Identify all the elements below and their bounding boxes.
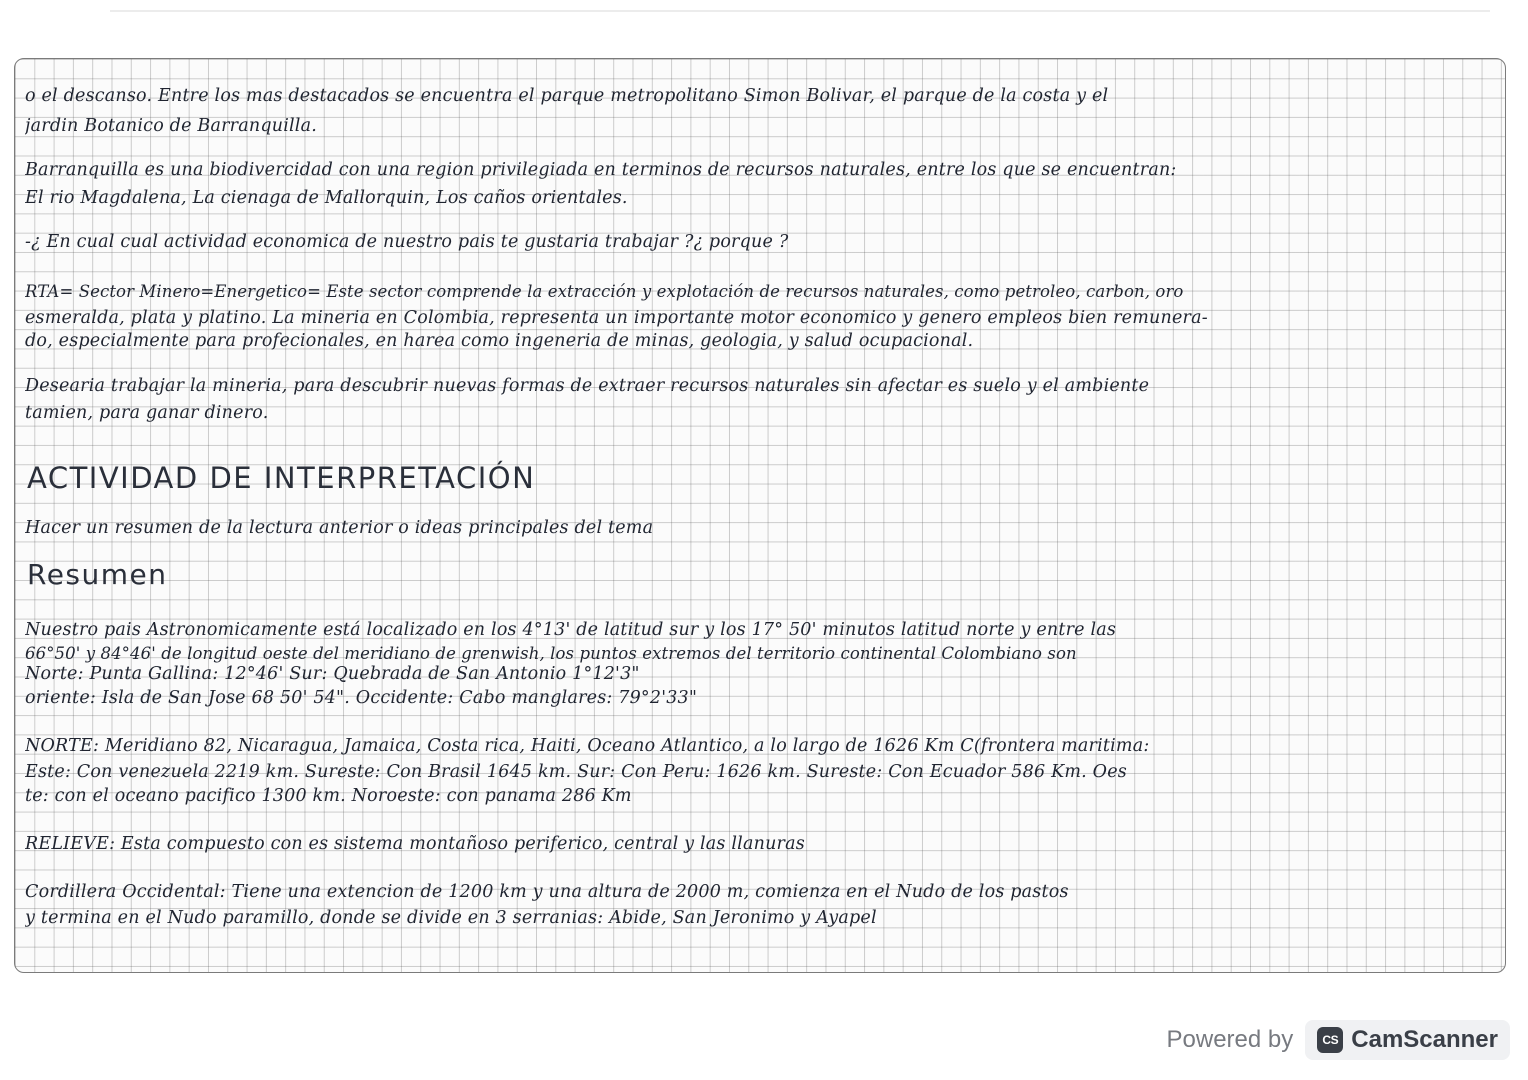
text-line: Desearia trabajar la mineria, para descubrir nuevas formas de extraer recursos naturales sin afectar es suelo y el ambiente [25, 376, 1150, 396]
cordillera-line: Cordillera Occidental: Tiene una extencion de 1200 km y una altura de 2000 m, comienza en el Nudo de los pastos [25, 882, 1069, 902]
summary-line: 66°50' y 84°46' de longitud oeste del meridiano de grenwish, los puntos extremos del territorio continental Colombiano son [25, 644, 1077, 663]
scan-edge-line [110, 10, 1490, 12]
summary-line: oriente: Isla de San Jose 68 50' 54". Occidente: Cabo manglares: 79°2'33" [25, 688, 698, 708]
answer-line: do, especialmente para profecionales, en harea como ingeneria de minas, geologia, y salud ocupacional. [25, 331, 974, 351]
camscanner-brand-name: CamScanner [1351, 1026, 1498, 1053]
text-line: jardin Botanico de Barranquilla. [25, 116, 317, 136]
section-heading: ACTIVIDAD DE INTERPRETACIÓN [27, 461, 536, 495]
text-line: tamien, para ganar dinero. [25, 403, 269, 423]
borders-line: NORTE: Meridiano 82, Nicaragua, Jamaica, Costa rica, Haiti, Oceano Atlantico, a lo largo de 1626 Km C(frontera maritima: [25, 736, 1150, 756]
text-line: El rio Magdalena, La cienaga de Mallorquin, Los caños orientales. [25, 188, 628, 208]
camscanner-watermark [1167, 1018, 1510, 1062]
answer-line: RTA= Sector Minero=Energetico= Este sector comprende la extracción y explotación de recursos naturales, como petroleo, carbon, oro [25, 282, 1184, 301]
camscanner-logo-icon: CS [1317, 1027, 1343, 1053]
question-line: -¿ En cual cual actividad economica de nuestro pais te gustaria trabajar ?¿ porque ? [25, 232, 789, 252]
answer-line: esmeralda, plata y platino. La mineria en Colombia, representa un importante motor economico y genero empleos bien remunera- [25, 308, 1208, 328]
relief-line: RELIEVE: Esta compuesto con es sistema montañoso periferico, central y las llanuras [25, 834, 805, 854]
cordillera-line: y termina en el Nudo paramillo, donde se divide en 3 serranias: Abide, San Jeronimo y Ayapel [25, 908, 877, 928]
powered-by-label: Powered by [1166, 1026, 1294, 1053]
summary-line: Norte: Punta Gallina: 12°46' Sur: Quebrada de San Antonio 1°12'3" [25, 664, 640, 684]
notebook-page [14, 58, 1506, 973]
summary-heading: Resumen [27, 558, 168, 591]
borders-line: Este: Con venezuela 2219 km. Sureste: Con Brasil 1645 km. Sur: Con Peru: 1626 km. Sureste: Con Ecuador 586 Km. Oes [25, 762, 1127, 782]
camscanner-badge [1305, 1020, 1510, 1060]
text-line: Barranquilla es una biodivercidad con una region privilegiada en terminos de recursos naturales, entre los que se encuentran: [25, 160, 1177, 180]
borders-line: te: con el oceano pacifico 1300 km. Noroeste: con panama 286 Km [25, 786, 632, 806]
summary-line: Nuestro pais Astronomicamente está localizado en los 4°13' de latitud sur y los 17° 50' minutos latitud norte y entre las [25, 620, 1117, 640]
text-line: o el descanso. Entre los mas destacados se encuentra el parque metropolitano Simon Bolivar, el parque de la costa y el [25, 86, 1109, 106]
instruction-line: Hacer un resumen de la lectura anterior o ideas principales del tema [25, 518, 654, 538]
